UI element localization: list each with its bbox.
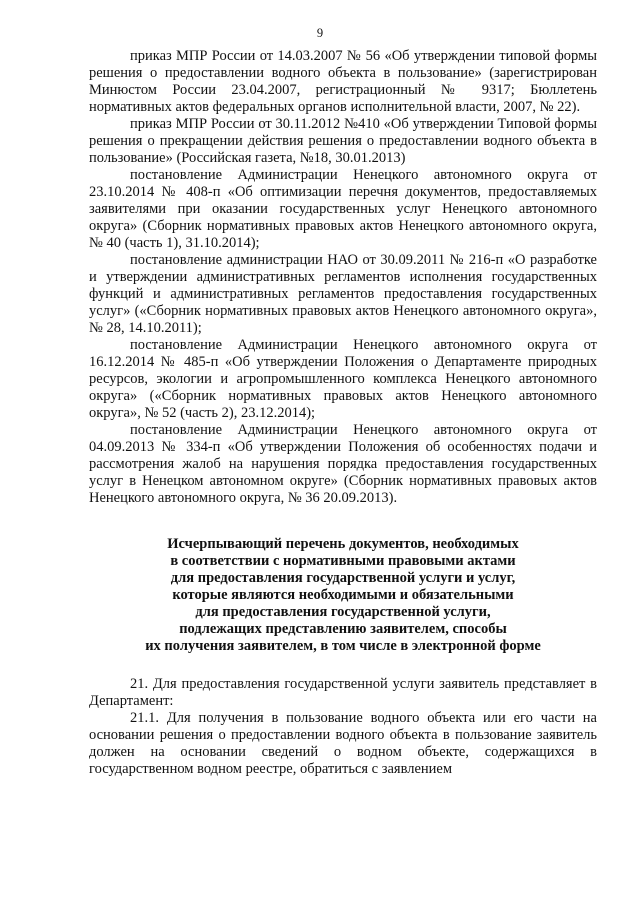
heading-line: для предоставления государственной услуги, (195, 604, 491, 620)
heading-line: их получения заявителем, в том числе в электронной форме (145, 638, 541, 654)
paragraph: постановление администрации НАО от 30.09.2011 № 216-п «О разработке и утверждении административных регламентов исполнения государственных функций и административных регламентов предоставления государственных услуг» («Сборник нормативных правовых актов Ненецкого автономного округа», № 28, 14.10.2011); (89, 252, 597, 336)
section-heading (89, 536, 597, 655)
heading-line: которые являются необходимыми и обязательными (172, 587, 514, 603)
paragraph: приказ МПР России от 30.11.2012 №410 «Об утверждении Типовой формы решения о прекращении действия решения о предоставлении водного объекта в пользование» (Российская газета, №18, 30.01.2013) (89, 116, 597, 166)
document-body (89, 48, 597, 778)
paragraph: 21. Для предоставления государственной услуги заявитель представляет в Департамент: (89, 676, 597, 709)
paragraph: постановление Администрации Ненецкого автономного округа от 23.10.2014 № 408-п «Об оптимизации перечня документов, предоставляемых заявителями при оказании государственных услуг Ненецкого автономного округа» (Сборник нормативных правовых актов Ненецкого автономного округа, № 40 (часть 1), 31.10.2014); (89, 167, 597, 251)
heading-line: в соответствии с нормативными правовыми актами (170, 553, 516, 569)
heading-line: Исчерпывающий перечень документов, необходимых (167, 536, 519, 552)
paragraph: 21.1. Для получения в пользование водного объекта или его части на основании решения о предоставлении водного объекта в пользование заявитель должен на основании сведений о водном объекте, содержащихся в государственном водном реестре, обратиться с заявлением (89, 710, 597, 777)
heading-line: подлежащих представлению заявителем, способы (179, 621, 507, 637)
paragraph: постановление Администрации Ненецкого автономного округа от 16.12.2014 № 485-п «Об утверждении Положения о Департаменте природных ресурсов, экологии и агропромышленного комплекса Ненецкого автономного округа» («Сборник нормативных правовых актов Ненецкого автономного округа», № 52 (часть 2), 23.12.2014); (89, 337, 597, 421)
heading-line: для предоставления государственной услуги и услуг, (170, 570, 516, 586)
page-number: 9 (316, 26, 324, 40)
paragraph: приказ МПР России от 14.03.2007 № 56 «Об утверждении типовой формы решения о предоставлении водного объекта в пользование» (зарегистрирован Минюстом России 23.04.2007, регистрационный № 9317; Бюллетень нормативных актов федеральных органов исполнительной власти, 2007, № 22). (89, 48, 597, 115)
paragraph: постановление Администрации Ненецкого автономного округа от 04.09.2013 № 334-п «Об утверждении Положения об особенностях подачи и рассмотрения жалоб на нарушения порядка предоставления государственных услуг в Ненецком автономном округе» (Сборник нормативных правовых актов Ненецкого автономного округа, № 36 20.09.2013). (89, 422, 597, 506)
